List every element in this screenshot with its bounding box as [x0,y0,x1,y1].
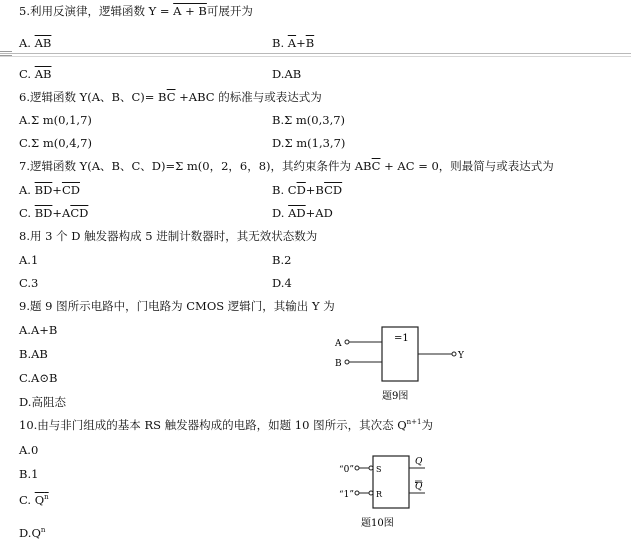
input-a-label: A [335,339,342,349]
option-term-q: Q [34,493,45,507]
option-term: $\overline{CD}$ [70,206,89,220]
q10-option-a[interactable]: A.0 [19,443,39,457]
pin-r-label: R [376,490,383,499]
margin-marker [0,55,12,56]
q5-stem-expression: A + B [173,4,207,18]
option-prefix: C. [19,67,35,81]
q5-option-d[interactable]: D.AB [272,67,302,81]
q6-stem-text-end: +ABC 的标准与或表达式为 [175,90,322,104]
q6-option-a[interactable]: A.Σ m(0,1,7) [19,113,92,127]
option-prefix: C. [19,493,35,507]
option-expression: $\overline{AB}$ [34,36,52,50]
q10-figure-rs-flipflop [335,448,445,532]
option-prefix: A. [19,183,35,197]
q8-option-b[interactable]: B.2 [272,253,292,267]
q8-option-d[interactable]: D.4 [272,276,292,290]
q8-stem: 8.用 3 个 D 触发器构成 5 进制计数器时，其无效状态数为 [19,229,318,243]
option-prefix: B. C [272,183,297,197]
q5-option-c[interactable] [19,67,51,81]
q10-stem [19,418,433,432]
option-prefix: C. [19,206,35,220]
option-term: $\overline{BD}$ [34,183,53,197]
q9-option-c[interactable]: C.A⊙B [19,371,58,385]
input-b-terminal [345,360,349,364]
s-input-value: “0” [339,465,354,475]
q10-figure-caption: 题10图 [361,518,394,529]
q6-stem-term: $\overline{C}$ [166,90,176,104]
option-operator: +A [52,206,71,220]
q5-stem [19,4,253,18]
q9-figure-caption: 题9图 [382,391,409,402]
q10-option-b[interactable]: B.1 [19,467,39,481]
option-expression: $\overline{AB}$ [34,67,52,81]
q6-option-b[interactable]: B.Σ m(0,3,7) [272,113,346,127]
option-term: $\overline{A}$ [287,36,297,50]
q7-option-a[interactable] [19,183,80,197]
option-term: $\overline{AD}$ [288,206,306,220]
r-input-terminal [355,491,359,495]
option-term-q: D.Q [19,526,41,540]
rs-flipflop-box [373,456,409,508]
q9-option-b[interactable]: B.AB [19,347,48,361]
qbar-output-label: Q [415,482,423,492]
margin-marker [0,51,12,52]
q8-option-a[interactable]: A.1 [19,253,39,267]
q7-stem-text-end: + AC = 0，则最简与或表达式为 [380,159,554,173]
q10-option-d[interactable] [19,526,45,540]
q5-stem-text: 5.利用反演律，逻辑函数 Y = [19,4,174,18]
option-operator: + [52,183,62,197]
q6-option-d[interactable]: D.Σ m(1,3,7) [272,136,346,150]
r-input-bubble [369,491,373,495]
option-term: $\overline{CD}$ [61,183,80,197]
s-input-bubble [369,466,373,470]
output-y-label: Y [458,351,464,361]
q10-stem-superscript: n+1 [406,418,422,427]
option-term [35,493,49,507]
q10-stem-text-end: 为 [421,418,433,432]
q5-stem-text-end: 可展开为 [206,4,253,18]
q7-stem [19,159,554,173]
pin-s-label: S [376,465,382,474]
q6-option-c[interactable]: C.Σ m(0,4,7) [19,136,92,150]
input-b-label: B [335,359,342,369]
page-separator-secondary [0,56,631,57]
option-term: $\overline{D}$ [296,183,306,197]
q7-stem-text: 7.逻辑函数 Y(A、B、C、D)=Σ m(0，2，6，8)，其约束条件为 AB [19,159,372,173]
option-term: $\overline{B}$ [305,36,315,50]
input-a-terminal [345,340,349,344]
q6-stem-text: 6.逻辑函数 Y(A、B、C)= B [19,90,167,104]
option-prefix: D. [272,206,289,220]
option-term: $\overline{CD}$ [324,183,343,197]
option-superscript: n [44,493,49,502]
q8-option-c[interactable]: C.3 [19,276,39,290]
q10-stem-text: 10.由与非门组成的基本 RS 触发器构成的电路，如题 10 图所示，其次态 Q [19,418,407,432]
option-operator: +B [305,183,325,197]
xor-gate-label: =1 [394,333,409,344]
q7-option-c[interactable] [19,206,88,220]
q7-option-d[interactable] [272,206,333,220]
s-input-terminal [355,466,359,470]
q6-stem [19,90,322,104]
q7-stem-term: $\overline{C}$ [371,159,381,173]
output-terminal [452,352,456,356]
option-term: $\overline{BD}$ [34,206,53,220]
option-superscript: n [40,526,46,535]
q9-option-d[interactable]: D.高阻态 [19,395,66,409]
q-output-label: Q [415,457,423,467]
r-input-value: “1” [339,490,354,500]
q9-option-a[interactable]: A.A+B [19,323,58,337]
option-prefix: B. [272,36,288,50]
q9-figure-xor-gate [330,320,470,404]
option-term: +AD [305,206,333,220]
option-prefix: A. [19,36,35,50]
page-separator [0,53,631,54]
q5-option-b[interactable] [272,36,314,50]
q10-option-c[interactable] [19,493,49,507]
q7-option-b[interactable] [272,183,342,197]
q9-stem: 9.题 9 图所示电路中，门电路为 CMOS 逻辑门，其输出 Y 为 [19,299,335,313]
q5-option-a[interactable] [19,36,51,50]
option-operator: + [296,36,306,50]
